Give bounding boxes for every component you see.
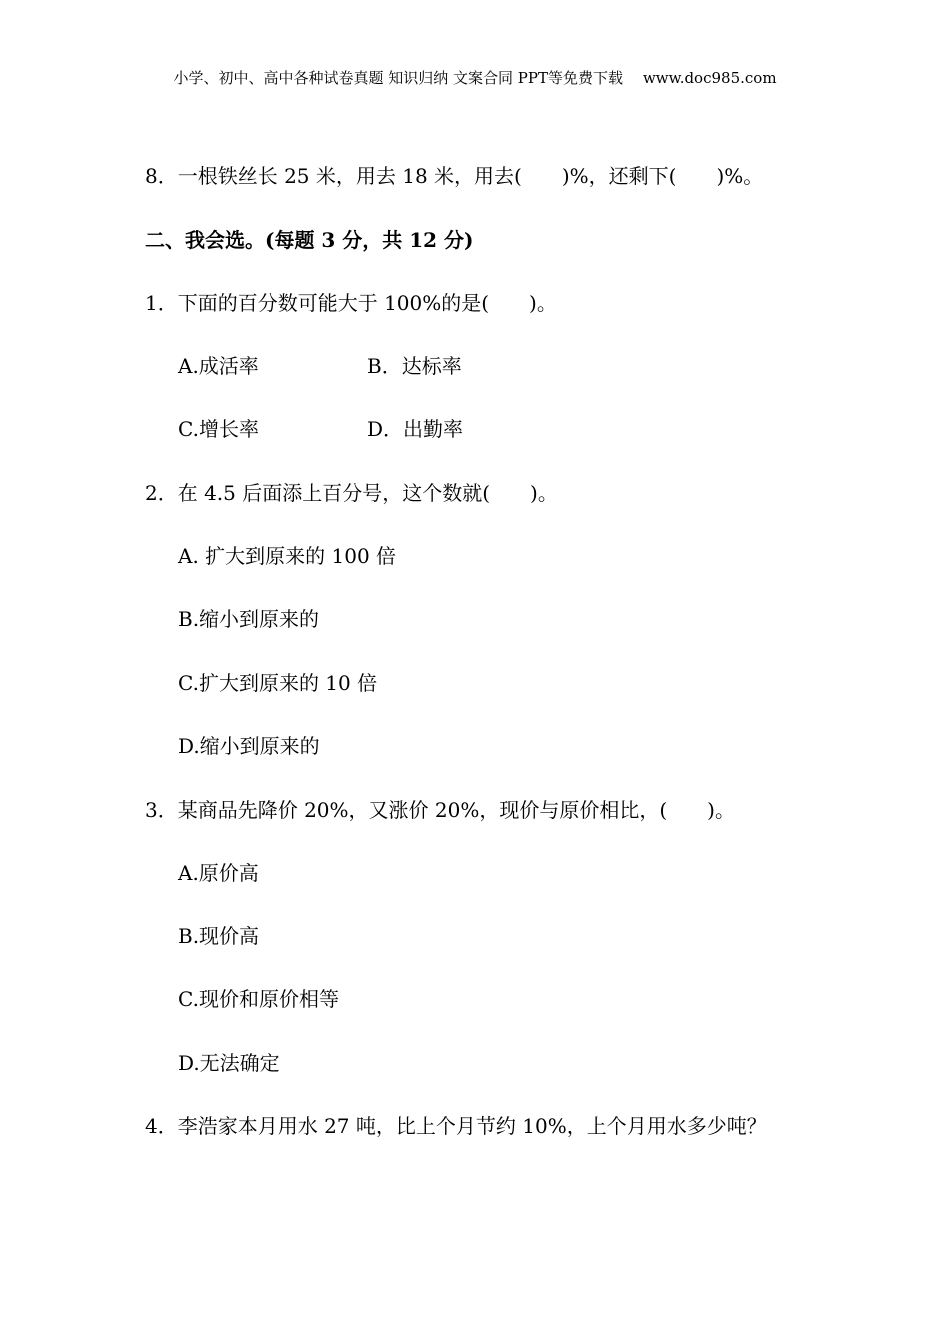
question-3-option-b: B.现价高 [178, 924, 260, 948]
question-3-option-a: A.原价高 [178, 861, 259, 885]
question-1-option-c: C.增长率 [178, 417, 259, 441]
header-text: 小学、初中、高中各种试卷真题 知识归纳 文案合同 PPT等免费下载 [173, 69, 623, 87]
question-3: 3．某商品先降价 20%，又涨价 20%，现价与原价相比，( )。 [145, 798, 735, 822]
question-1-option-a: A.成活率 [178, 354, 259, 378]
question-8: 8．一根铁丝长 25 米，用去 18 米，用去( )%，还剩下( )%。 [145, 164, 764, 188]
question-3-option-c: C.现价和原价相等 [178, 987, 339, 1011]
question-2-option-a: A. 扩大到原来的 100 倍 [178, 544, 397, 568]
question-2-option-c: C.扩大到原来的 10 倍 [178, 671, 378, 695]
question-3-option-d: D.无法确定 [178, 1051, 280, 1075]
question-2-option-d: D.缩小到原来的 [178, 734, 320, 758]
question-4: 4．李浩家本月用水 27 吨，比上个月节约 10%，上个月用水多少吨？ [145, 1114, 767, 1138]
question-1-option-b: B．达标率 [367, 354, 462, 378]
section-title: 二、我会选。(每题 3 分，共 12 分) [145, 228, 474, 252]
header-site-url[interactable]: www.doc985.com [642, 69, 777, 87]
question-2: 2．在 4.5 后面添上百分号，这个数就( )。 [145, 481, 558, 505]
question-2-option-b: B.缩小到原来的 [178, 607, 320, 631]
question-1: 1．下面的百分数可能大于 100%的是( )。 [145, 291, 557, 315]
question-1-option-d: D．出勤率 [367, 417, 464, 441]
page-header [0, 66, 950, 90]
